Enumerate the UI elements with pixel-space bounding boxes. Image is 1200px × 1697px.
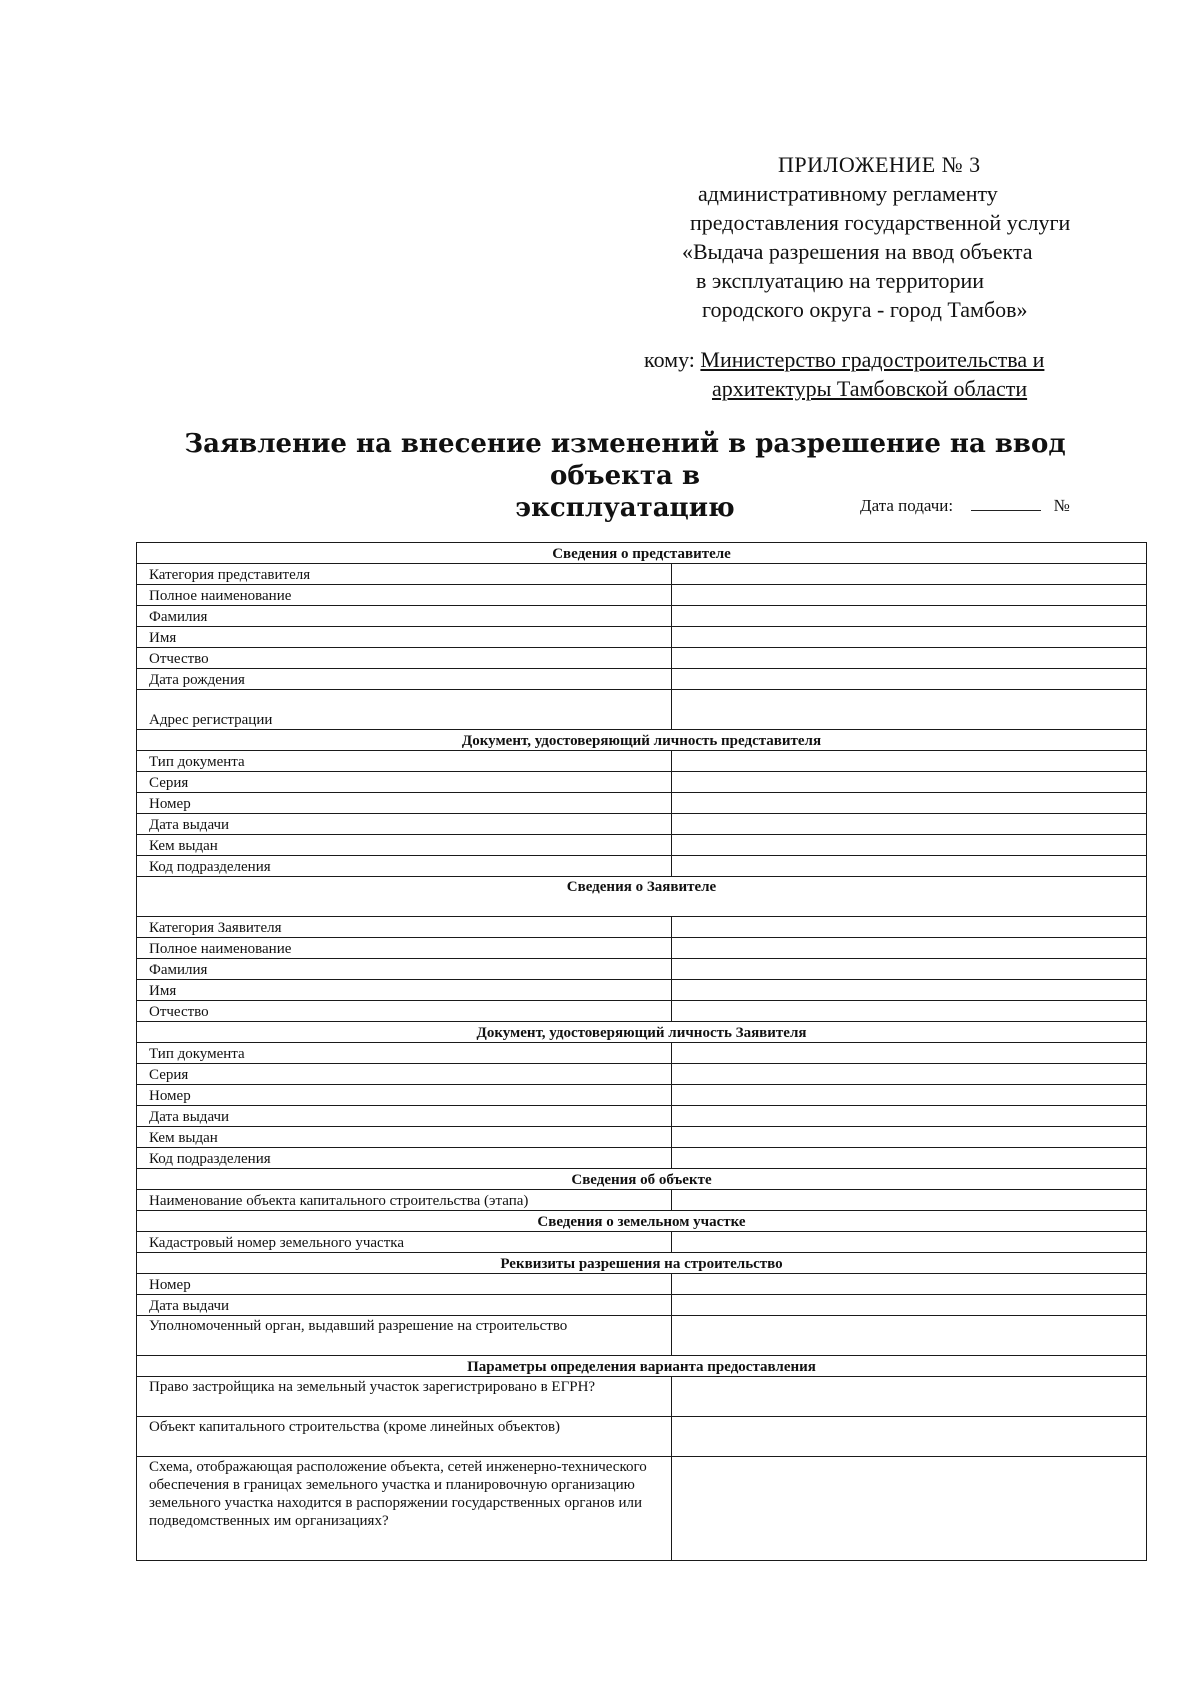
appendix-header [682, 150, 1130, 324]
field-label: Объект капитального строительства (кроме линейных объектов) [137, 1417, 672, 1457]
section-title: Реквизиты разрешения на строительство [137, 1253, 1147, 1274]
field-label: Дата выдачи [137, 1295, 672, 1316]
section-title: Параметры определения варианта предоставления [137, 1356, 1147, 1377]
field-label: Дата рождения [137, 669, 672, 690]
field-value[interactable] [672, 585, 1147, 606]
recipient-name-line2: архитектуры Тамбовской области [712, 376, 1028, 401]
form-row [137, 814, 1147, 835]
section-header-row [137, 543, 1147, 564]
form-row [137, 772, 1147, 793]
field-label: Фамилия [137, 959, 672, 980]
field-value[interactable] [672, 814, 1147, 835]
form-row [137, 1127, 1147, 1148]
form-row [137, 669, 1147, 690]
appendix-line: «Выдача разрешения на ввод объекта [682, 239, 1033, 264]
recipient-name-line1: Министерство градостроительства и [700, 347, 1045, 372]
field-value[interactable] [672, 648, 1147, 669]
field-label: Адрес регистрации [137, 690, 672, 730]
appendix-line: административному регламенту [698, 181, 998, 206]
form-row [137, 1148, 1147, 1169]
field-label: Отчество [137, 648, 672, 669]
form-row [137, 606, 1147, 627]
form-row [137, 648, 1147, 669]
field-label: Кем выдан [137, 1127, 672, 1148]
form-row [137, 585, 1147, 606]
field-value[interactable] [672, 1064, 1147, 1085]
field-label: Категория Заявителя [137, 917, 672, 938]
section-header-row [137, 1169, 1147, 1190]
field-value[interactable] [672, 1127, 1147, 1148]
field-value[interactable] [672, 564, 1147, 585]
field-value[interactable] [672, 856, 1147, 877]
form-row [137, 1064, 1147, 1085]
form-row [137, 1417, 1147, 1457]
form-row [137, 917, 1147, 938]
field-value[interactable] [672, 1274, 1147, 1295]
field-label: Номер [137, 1274, 672, 1295]
field-value[interactable] [672, 1001, 1147, 1022]
document-title-line1: Заявление на внесение изменений в разрешение на ввод объекта в [184, 429, 1066, 491]
field-value[interactable] [672, 835, 1147, 856]
form-row [137, 1274, 1147, 1295]
form-row [137, 751, 1147, 772]
form-row [137, 1043, 1147, 1064]
field-value[interactable] [672, 772, 1147, 793]
section-title: Документ, удостоверяющий личность Заявителя [137, 1022, 1147, 1043]
section-header-row [137, 1253, 1147, 1274]
field-value[interactable] [672, 1106, 1147, 1127]
field-value[interactable] [672, 1043, 1147, 1064]
field-label: Наименование объекта капитального строительства (этапа) [137, 1190, 672, 1211]
field-label: Полное наименование [137, 585, 672, 606]
field-value[interactable] [672, 959, 1147, 980]
field-label: Уполномоченный орган, выдавший разрешение на строительство [137, 1316, 672, 1356]
submission-number-label: № [1053, 496, 1070, 515]
appendix-number: ПРИЛОЖЕНИЕ № 3 [778, 152, 981, 177]
field-label: Право застройщика на земельный участок зарегистрировано в ЕГРН? [137, 1377, 672, 1417]
form-row [137, 980, 1147, 1001]
field-value[interactable] [672, 1190, 1147, 1211]
field-value[interactable] [672, 1457, 1147, 1561]
field-label: Кадастровый номер земельного участка [137, 1232, 672, 1253]
field-value[interactable] [672, 1417, 1147, 1457]
form-row [137, 793, 1147, 814]
field-label: Код подразделения [137, 1148, 672, 1169]
field-label: Номер [137, 793, 672, 814]
section-title: Сведения об объекте [137, 1169, 1147, 1190]
field-value[interactable] [672, 627, 1147, 648]
appendix-line: городского округа - город Тамбов» [702, 297, 1028, 322]
field-value[interactable] [672, 1377, 1147, 1417]
form-row [137, 1232, 1147, 1253]
appendix-line: предоставления государственной услуги [690, 210, 1071, 235]
field-label: Дата выдачи [137, 814, 672, 835]
field-label: Тип документа [137, 751, 672, 772]
section-header-row [137, 1022, 1147, 1043]
field-value[interactable] [672, 1295, 1147, 1316]
field-label: Полное наименование [137, 938, 672, 959]
field-label: Категория представителя [137, 564, 672, 585]
field-value[interactable] [672, 1085, 1147, 1106]
field-value[interactable] [672, 1316, 1147, 1356]
form-row [137, 690, 1147, 730]
section-title: Документ, удостоверяющий личность представителя [137, 730, 1147, 751]
form-row [137, 835, 1147, 856]
field-label: Имя [137, 627, 672, 648]
field-value[interactable] [672, 669, 1147, 690]
field-value[interactable] [672, 690, 1147, 730]
form-row [137, 856, 1147, 877]
appendix-line: в эксплуатацию на территории [696, 268, 985, 293]
field-value[interactable] [672, 980, 1147, 1001]
submission-line [860, 496, 1120, 516]
form-row [137, 1377, 1147, 1417]
field-value[interactable] [672, 1148, 1147, 1169]
field-label: Дата выдачи [137, 1106, 672, 1127]
form-row [137, 1001, 1147, 1022]
section-header-row [137, 1211, 1147, 1232]
form-row [137, 1106, 1147, 1127]
field-label: Отчество [137, 1001, 672, 1022]
section-title: Сведения о Заявителе [137, 877, 1147, 917]
section-header-row [137, 877, 1147, 917]
recipient-label: кому: [644, 347, 695, 372]
form-row [137, 564, 1147, 585]
field-label: Фамилия [137, 606, 672, 627]
field-value[interactable] [672, 793, 1147, 814]
application-form-table [136, 542, 1147, 1561]
form-row [137, 627, 1147, 648]
field-value[interactable] [672, 751, 1147, 772]
field-value[interactable] [672, 1232, 1147, 1253]
submission-date-label: Дата подачи: [860, 496, 954, 515]
form-row [137, 1085, 1147, 1106]
section-title: Сведения о земельном участке [137, 1211, 1147, 1232]
field-label: Номер [137, 1085, 672, 1106]
field-value[interactable] [672, 606, 1147, 627]
section-header-row [137, 730, 1147, 751]
field-label: Тип документа [137, 1043, 672, 1064]
document-title-line2: эксплуатацию [515, 493, 735, 523]
form-row [137, 1457, 1147, 1561]
submission-date-field[interactable] [971, 510, 1041, 511]
field-label: Имя [137, 980, 672, 1001]
field-label: Кем выдан [137, 835, 672, 856]
field-label: Серия [137, 772, 672, 793]
field-value[interactable] [672, 938, 1147, 959]
form-row [137, 938, 1147, 959]
recipient-block [644, 345, 1124, 403]
form-row [137, 959, 1147, 980]
form-row [137, 1190, 1147, 1211]
form-row [137, 1295, 1147, 1316]
section-title: Сведения о представителе [137, 543, 1147, 564]
field-value[interactable] [672, 917, 1147, 938]
field-label: Схема, отображающая расположение объекта, сетей инженерно-технического обеспечения в границах земельного участка и планировочную организацию земельного участка находится в распоряжении государственных органов или подведомственных им организациях? [137, 1457, 672, 1561]
form-row [137, 1316, 1147, 1356]
field-label: Серия [137, 1064, 672, 1085]
field-label: Код подразделения [137, 856, 672, 877]
section-header-row [137, 1356, 1147, 1377]
